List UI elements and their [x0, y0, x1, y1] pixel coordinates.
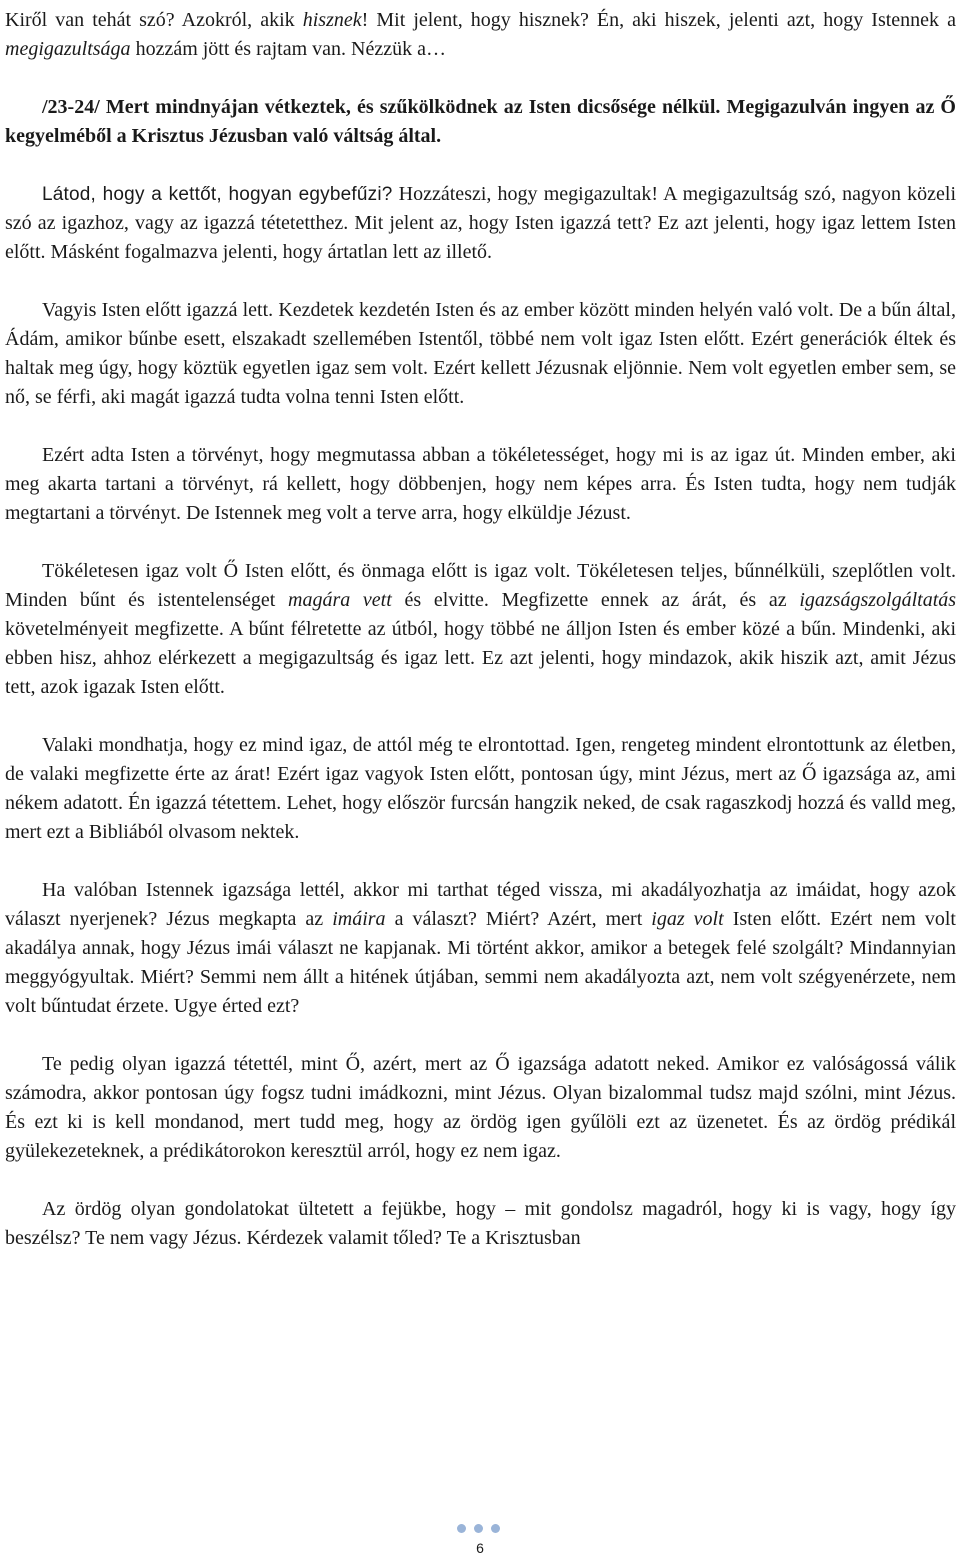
dot-icon: [474, 1524, 483, 1533]
footer-dots-ornament: [0, 1524, 960, 1533]
page-footer: [0, 1524, 960, 1556]
paragraph-10: [5, 1195, 956, 1253]
italic-text-run: hisznek: [302, 9, 362, 31]
paragraph-6: [5, 557, 956, 702]
text-run: követelményeit megfizette. A bűnt félretette az útból, hogy többé ne álljon Isten és ember közé a bűn. Mindenki, aki ebben hisz, ahhoz elérkezett a megigazultság és igaz lett. Ez azt jelenti, hogy mindazok, akik hiszik azt, amit Jézus tett, azok igazak Isten előtt.: [5, 618, 956, 698]
paragraph-5: [5, 441, 956, 528]
paragraph-9: [5, 1050, 956, 1166]
text-run: Hozzáteszi, hogy megigazultak! A megigazultság szó, nagyon közeli szó az igazhoz, vagy az igazzá tétetetthez. Mit jelent az, hogy Isten igazzá tett? Ez azt jelenti, hogy igaz lettem Isten előtt. Másként fogalmazva jelenti, hogy ártatlan lett az illető.: [5, 183, 957, 263]
sans-text-run: Látod, hogy a kettőt, hogyan egybefűzi?: [42, 184, 393, 205]
text-run: ! Mit jelent, hogy hisznek? Én, aki hiszek, jelenti azt, hogy Istennek a: [361, 9, 956, 31]
text-run: Ezért adta Isten a törvényt, hogy megmutassa abban a tökéletességet, hogy mi is az igaz út. Minden ember, aki meg akarta tartani a törvényt, rá kellett, hogy döbbenjen, hogy nem képes arra. És Isten tudta, hogy nem tudják megtartani a törvényt. De Istennek meg volt a terve arra, hogy elküldje Jézust.: [5, 444, 956, 524]
paragraph-7: [5, 731, 956, 847]
document-page: [5, 6, 956, 1282]
italic-text-run: megigazultsága: [5, 38, 131, 60]
text-run: és elvitte. Megfizette ennek az árát, és az: [391, 589, 800, 611]
italic-text-run: igaz volt: [651, 908, 724, 930]
italic-text-run: imáira: [332, 908, 386, 930]
text-run: Ha valóban Istennek igazsága lettél, akkor mi tarthat téged vissza, mi akadályozhatja az imáidat, hogy azok választ nyerjenek? Jézus megkapta az: [5, 879, 956, 930]
text-run: Te pedig olyan igazzá tétettél, mint Ő, azért, mert az Ő igazsága adatott neked. Amikor ez valóságossá válik számodra, akkor pontosan úgy fogsz tudni imádkozni, mint Jézus. Olyan bizalommal tudsz majd szólni, mint Jézus. És ezt ki is kell mondanod, mert tudd meg, hogy az ördög igen gyűlöli ezt az üzenetet. És az ördög prédikál gyülekezeteknek, a prédikátorokon keresztül arról, hogy ez nem igaz.: [5, 1053, 956, 1162]
paragraph-4: [5, 296, 956, 412]
paragraph-8: [5, 876, 956, 1021]
text-run: Vagyis Isten előtt igazzá lett. Kezdetek kezdetén Isten és az ember között minden helyén való volt. De a bűn által, Ádám, amikor bűnbe esett, elszakadt szellemében Istentől, többé nem volt igaz Isten előtt. Ezért generációk éltek és haltak meg úgy, hogy köztük egyetlen igaz sem volt. Ezért kellett Jézusnak eljönnie. Nem volt egyetlen ember sem, se nő, se férfi, aki magát igazzá tudta volna tenni Isten előtt.: [5, 299, 956, 408]
italic-text-run: igazságszolgáltatás: [799, 589, 957, 611]
paragraph-1: [5, 6, 956, 64]
text-run: Isten előtt. Ezért nem volt akadálya annak, hogy Jézus imái választ ne kapjanak. Mi történt akkor, amikor a betegek felé szolgált? Mindannyian meggyógyultak. Miért? Semmi nem állt a hitének útjában, semmi nem akadályozta azt, nem volt szégyenérzete, nem volt bűntudat érzete. Ugye érted ezt?: [5, 908, 956, 1017]
dot-icon: [457, 1524, 466, 1533]
bible-verse-quote: [5, 93, 956, 151]
text-run: Tökéletesen igaz volt Ő Isten előtt, és önmaga előtt is igaz volt. Tökéletesen teljes, bűnnélküli, szeplőtlen volt. Minden bűnt és istentelenséget: [5, 560, 956, 611]
italic-text-run: magára vett: [288, 589, 392, 611]
text-run: a választ? Miért? Azért, mert: [385, 908, 652, 930]
verse-text: /23-24/ Mert mindnyájan vétkeztek, és szűkölködnek az Isten dicsősége nélkül. Megigazulván ingyen az Ő kegyelméből a Krisztus Jézusban való váltság által.: [5, 96, 956, 147]
page-number: 6: [476, 1540, 484, 1556]
paragraph-3: [5, 180, 956, 267]
text-run: Valaki mondhatja, hogy ez mind igaz, de attól még te elrontottad. Igen, rengeteg mindent elrontottunk az életben, de valaki megfizette érte az árat! Ezért igaz vagyok Isten előtt, pontosan úgy, mint Jézus, mert az Ő igazsága az, ami nékem adatott. Én igazzá tétettem. Lehet, hogy először furcsán hangzik neked, de csak ragaszkodj hozzá és valld meg, mert ezt a Bibliából olvasom nektek.: [5, 734, 956, 843]
dot-icon: [491, 1524, 500, 1533]
text-run: hozzám jött és rajtam van. Nézzük a…: [130, 38, 446, 60]
text-run: Kiről van tehát szó? Azokról, akik: [5, 9, 303, 31]
text-run: Az ördög olyan gondolatokat ültetett a fejükbe, hogy – mit gondolsz magadról, hogy ki is vagy, hogy így beszélsz? Te nem vagy Jézus. Kérdezek valamit tőled? Te a Krisztusban: [5, 1198, 956, 1249]
